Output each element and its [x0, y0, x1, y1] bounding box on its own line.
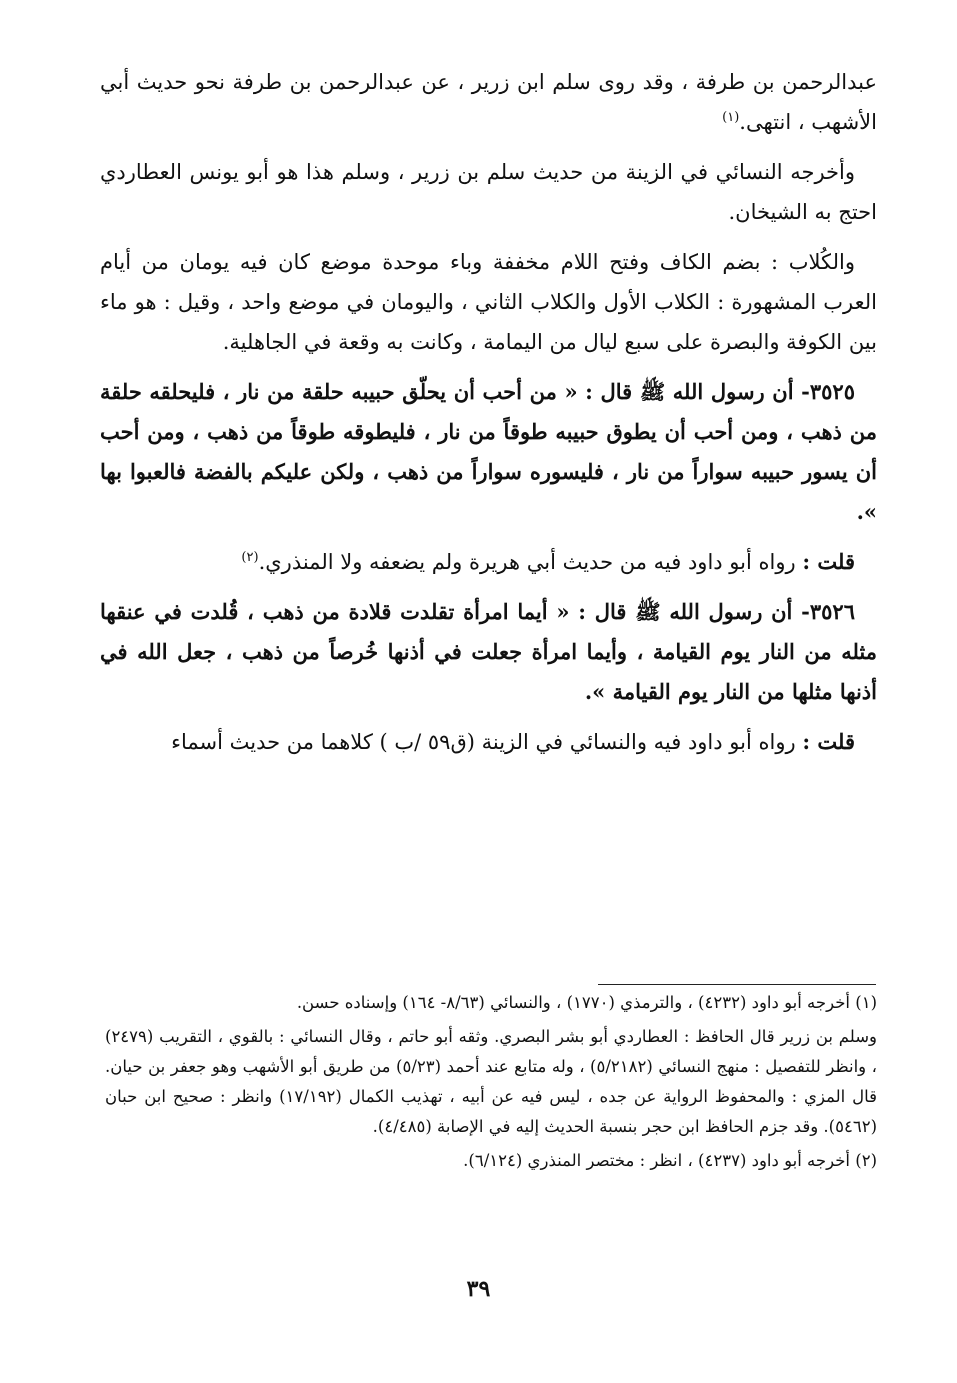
qult-2	[100, 722, 877, 762]
qult-1	[100, 542, 877, 582]
footnote-1: (١) أخرجه أبو داود (٤٢٣٢) ، والترمذي (١٧٧٠) ، والنسائي (٨/٦٣- ١٦٤) وإسناده حسن.	[296, 993, 877, 1012]
qult-1-label: قلت :	[802, 549, 855, 574]
qult-2-label: قلت :	[802, 729, 855, 754]
footnote-2: (٢) أخرجه أبو داود (٤٢٣٧) ، انظر : مختصر المنذري (٦/١٢٤).	[463, 1151, 877, 1170]
paragraph-3: والكُلاب : بضم الكاف وفتح اللام مخففة وباء موحدة موضع كان فيه يومان من أيام العرب المشهورة : الكلاب الأول والكلاب الثاني ، واليومان في موضع واحد ، وقيل : هو ماء بين الكوفة والبصرة على سبع ليال من اليمامة ، وكانت به وقعة في الجاهلية.	[100, 250, 877, 354]
paragraph-2: وأخرجه النسائي في الزينة من حديث سلم بن زرير ، وسلم هذا هو أبو يونس العطاردي احتج به الشيخان.	[100, 160, 877, 224]
qult-2-text: رواه أبو داود فيه والنسائي في الزينة (ق٥٩ /ب ) كلاهما من حديث أسماء	[171, 730, 796, 754]
footnote-ref-2: (٢)	[241, 550, 259, 565]
page-number: ٣٩	[466, 1276, 491, 1302]
footnote-1-continuation: وسلم بن زرير قال الحافظ : العطاردي أبو بشر البصري. وثقه أبو حاتم ، وقال النسائي : بالقوي ، التقريب (٢٤٧٩) ، وانظر للتفصيل : منهج النسائي (٥/٢١٨٢) ، وله متابع عند أحمد (٥/٢٣) من طريق أبو الأشهب وهو جعفر بن حيان. قال المزي : والمحفوظ الرواية عن جده ، ليس فيه عن أبيه ، تهذيب الكمال (١٧/١٩٢) وانظر : صحيح ابن حبان (٥٤٦٢). وقد جزم الحافظ ابن حجر بنسبة الحديث إليه في الإصابة (٤/٤٨٥).	[105, 1027, 877, 1136]
main-text	[100, 62, 877, 772]
hadith-3526: ٣٥٢٦- أن رسول الله ﷺ قال : « أيما امرأة تقلدت قلادة من ذهب ، قُلدت في عنقها مثله من النار يوم القيامة ، وأيما امرأة جعلت في أذنها خُرصاً من ذهب ، جعل الله في أذنها مثلها من النار يوم القيامة ».	[100, 599, 877, 704]
qult-1-text: رواه أبو داود فيه من حديث أبي هريرة ولم يضعفه ولا المنذري.	[258, 550, 796, 574]
footnotes	[105, 988, 877, 1180]
paragraph-1-text: عبدالرحمن بن طرفة ، وقد روى سلم ابن زرير ، عن عبدالرحمن بن طرفة نحو حديث أبي الأشهب ، انتهى.	[100, 70, 877, 134]
hadith-3525: ٣٥٢٥- أن رسول الله ﷺ قال : « من أحب أن يحلّق حبيبه حلقة من نار ، فليحلقه حلقة من ذهب ، ومن أحب أن يطوق حبيبه طوقاً من نار ، فليطوقه طوقاً من ذهب ، ومن أحب أن يسور حبيبه سواراً من نار ، فليسوره سواراً من ذهب ، ولكن عليكم بالفضة فالعبوا بها ».	[100, 379, 877, 524]
paragraph-1	[100, 62, 877, 142]
footnote-ref-1: (١)	[722, 110, 740, 125]
footnote-divider	[598, 984, 876, 985]
